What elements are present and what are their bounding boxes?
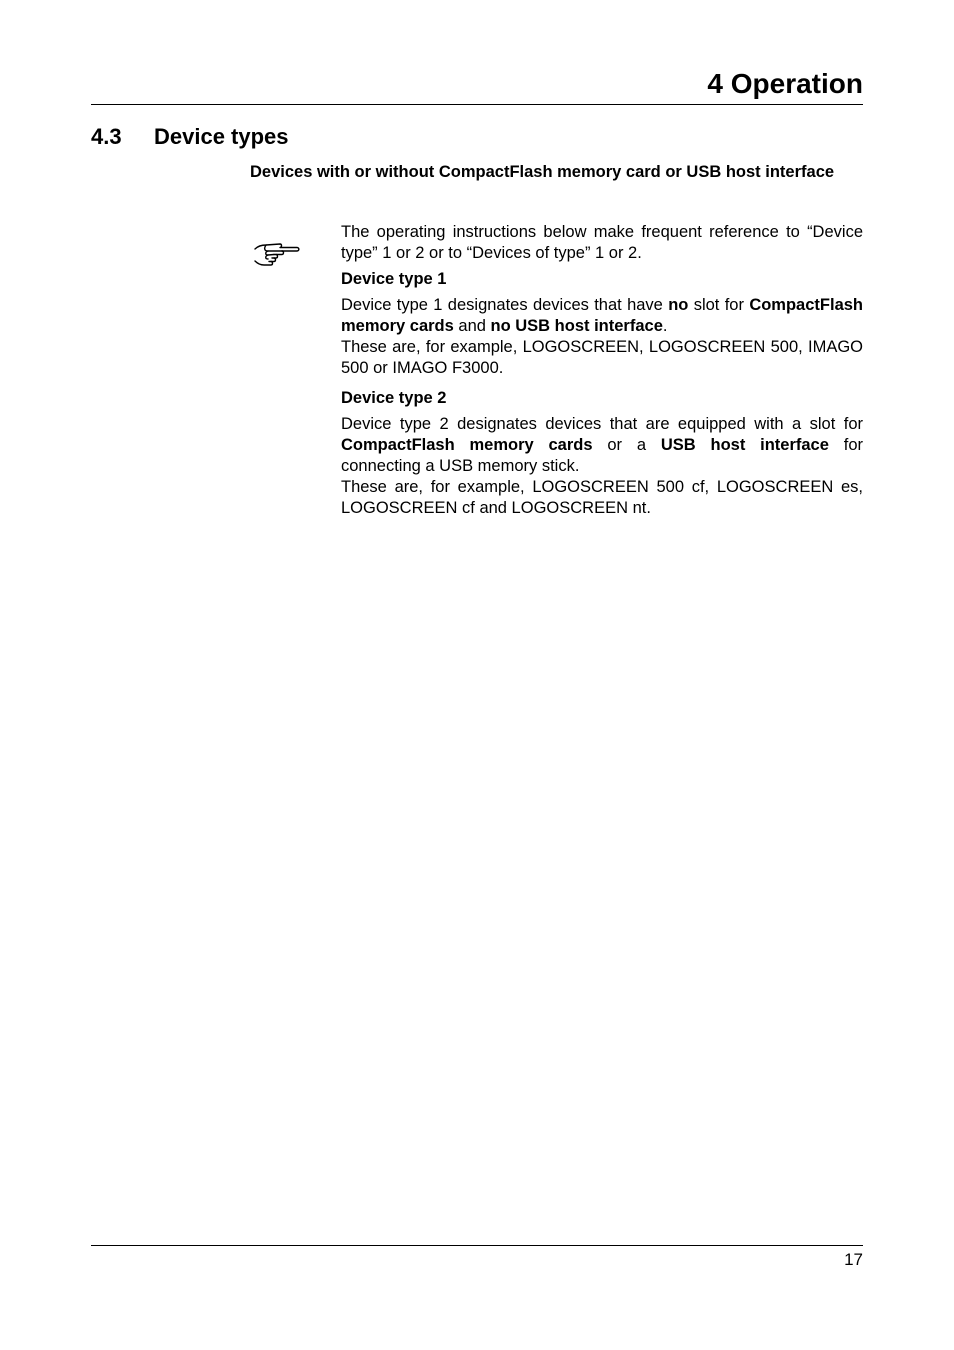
- section-title: Device types: [154, 124, 289, 149]
- text-run: slot for: [688, 296, 750, 314]
- section-heading: [91, 122, 289, 152]
- text-run: .: [662, 317, 668, 335]
- footer-rule: [91, 1245, 863, 1246]
- device-type-2-description: [341, 414, 863, 477]
- chapter-title: 4 Operation: [707, 68, 863, 99]
- text-run: Device type 2 designates devices that are equipped with a slot for: [341, 415, 863, 433]
- emphasis-text: USB host interface: [660, 436, 829, 454]
- emphasis-text: CompactFlash memory cards: [341, 436, 593, 454]
- section-number: 4.3: [91, 124, 122, 149]
- note-content: [341, 222, 863, 519]
- text-run: for connecting a USB memory stick.: [341, 436, 863, 475]
- header-rule: [91, 104, 863, 105]
- device-type-2-examples: These are, for example, LOGOSCREEN 500 cf, LOGOSCREEN es, LOGOSCREEN cf and LOGOSCREEN nt.: [341, 478, 863, 517]
- emphasis-text: CompactFlash memory cards: [341, 296, 863, 335]
- section-subtitle: Devices with or without CompactFlash memory card or USB host interface: [250, 163, 835, 181]
- device-type-1-heading: Device type 1: [341, 270, 447, 288]
- page-number: 17: [844, 1250, 863, 1269]
- note-text: The operating instructions below make frequent reference to “Device type” 1 or 2 or to “Devices of type” 1 or 2.: [341, 223, 863, 262]
- device-type-1-examples: These are, for example, LOGOSCREEN, LOGOSCREEN 500, IMAGO 500 or IMAGO F3000.: [341, 338, 863, 377]
- text-run: or a: [592, 436, 661, 454]
- text-run: Device type 1 designates devices that have: [341, 296, 669, 314]
- pointing-hand-icon: [252, 240, 300, 268]
- device-type-2-heading: Device type 2: [341, 389, 447, 407]
- emphasis-text: no: [668, 296, 689, 314]
- device-type-1-description: [341, 295, 863, 337]
- text-run: and: [453, 317, 491, 335]
- emphasis-text: no USB host interface: [490, 317, 663, 335]
